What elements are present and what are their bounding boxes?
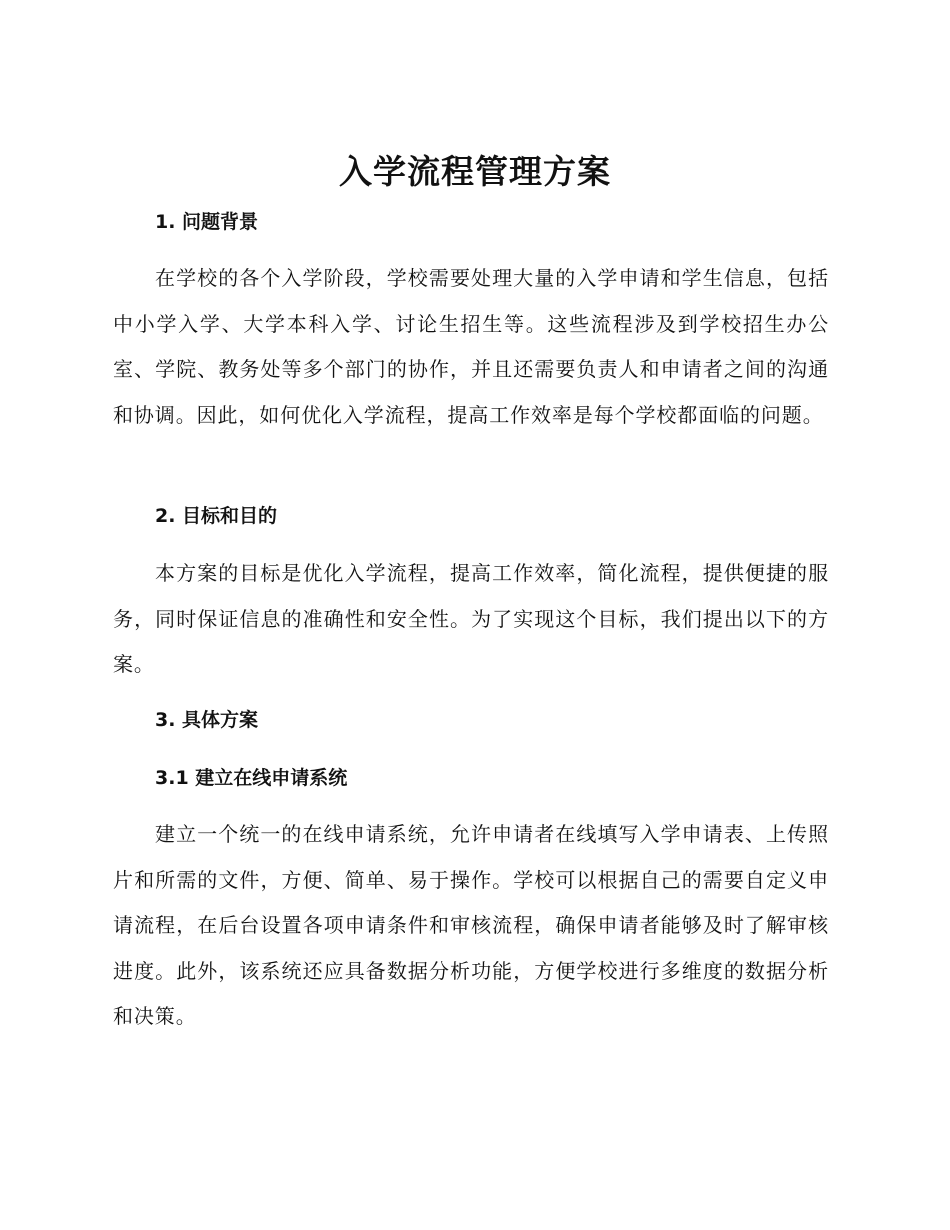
section-paragraph-goals: 本方案的目标是优化入学流程，提高工作效率，简化流程，提供便捷的服务，同时保证信息的准确性和安全性。为了实现这个目标，我们提出以下的方案。 [113,561,829,676]
section-heading-goals: 2. 目标和目的 [155,505,278,527]
document-title: 入学流程管理方案 [339,152,611,191]
section-paragraph-background: 在学校的各个入学阶段，学校需要处理大量的入学申请和学生信息，包括中小学入学、大学本科入学、讨论生招生等。这些流程涉及到学校招生办公室、学院、教务处等多个部门的协作，并且还需要负责人和申请者之间的沟通和协调。因此，如何优化入学流程，提高工作效率是每个学校都面临的问题。 [113,266,829,427]
section-paragraph-online-system: 建立一个统一的在线申请系统，允许申请者在线填写入学申请表、上传照片和所需的文件，方便、简单、易于操作。学校可以根据自己的需要自定义申请流程，在后台设置各项申请条件和审核流程，确保申请者能够及时了解审核进度。此外，该系统还应具备数据分析功能，方便学校进行多维度的数据分析和决策。 [113,822,829,1028]
section-heading-online-system: 3.1 建立在线申请系统 [155,767,348,789]
section-heading-background: 1. 问题背景 [155,211,259,233]
section-heading-plan: 3. 具体方案 [155,709,259,731]
